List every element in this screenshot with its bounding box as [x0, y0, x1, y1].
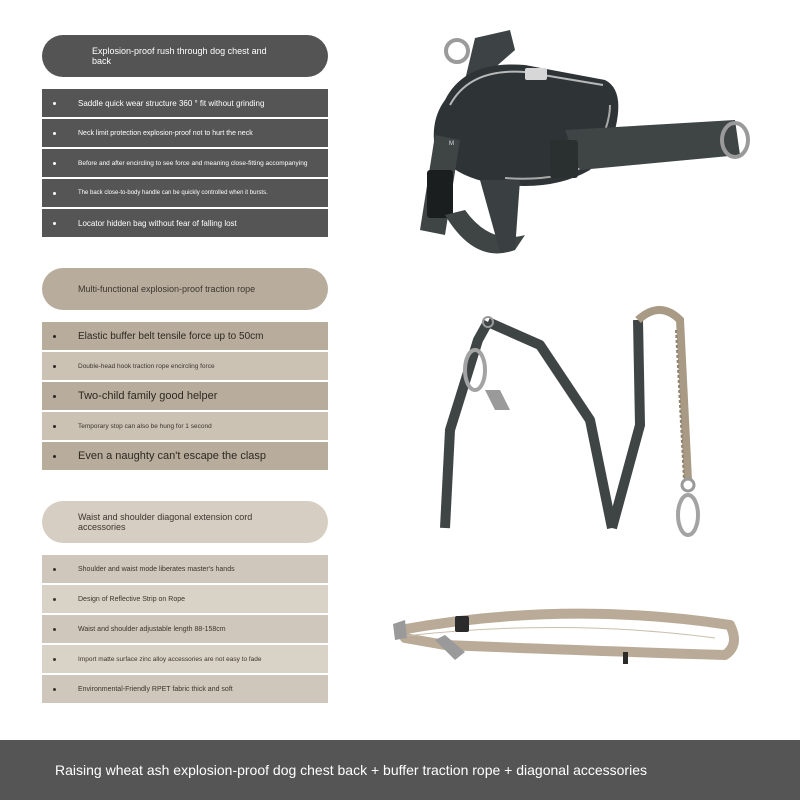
feature-row — [42, 555, 328, 583]
feature-row — [42, 322, 328, 350]
footer-text: Raising wheat ash explosion-proof dog chest back + buffer traction rope + diagonal accessories — [55, 762, 647, 778]
feature-text: Two-child family good helper — [78, 389, 218, 402]
feature-row — [42, 119, 328, 147]
feature-row — [42, 442, 328, 470]
feature-row — [42, 675, 328, 703]
section-harness — [42, 35, 328, 240]
feature-row — [42, 209, 328, 237]
feature-text: Saddle quick wear structure 360 ° fit without grinding — [78, 98, 265, 108]
section-heading-text: Multi-functional explosion-proof traction rope — [78, 284, 256, 294]
bullet-icon — [53, 192, 56, 195]
feature-text: Import matte surface zinc alloy accessories are not easy to fade — [78, 655, 262, 663]
bullet-icon — [53, 162, 56, 165]
feature-text: Before and after encircling to see force and meaning close-fitting accompanying — [78, 159, 308, 167]
feature-row — [42, 352, 328, 380]
feature-text: Elastic buffer belt tensile force up to 50cm — [78, 330, 264, 342]
footer-banner — [0, 740, 800, 800]
section-heading-text: Waist and shoulder diagonal extension cord accessories — [78, 512, 253, 532]
section-heading — [42, 35, 328, 77]
feature-text: Waist and shoulder adjustable length 88-158cm — [78, 625, 226, 633]
bullet-icon — [53, 688, 56, 691]
feature-row — [42, 412, 328, 440]
bullet-icon — [53, 132, 56, 135]
section-extension-cord — [42, 501, 328, 706]
feature-text: Even a naughty can't escape the clasp — [78, 449, 267, 462]
bullet-icon — [53, 425, 56, 428]
section-heading-text: Explosion-proof rush through dog chest and back — [92, 46, 267, 66]
bullet-icon — [53, 335, 56, 338]
bullet-icon — [53, 222, 56, 225]
section-heading — [42, 268, 328, 310]
feature-row — [42, 89, 328, 117]
feature-text: The back close-to-body handle can be quickly controlled when it bursts. — [78, 189, 268, 196]
bullet-icon — [53, 395, 56, 398]
section-heading — [42, 501, 328, 543]
feature-text: Design of Reflective Strip on Rope — [78, 595, 185, 603]
feature-row — [42, 382, 328, 410]
bullet-icon — [53, 658, 56, 661]
feature-text: Neck limit protection explosion-proof not to hurt the neck — [78, 129, 253, 137]
feature-text: Environmental-Friendly RPET fabric thick and soft — [78, 685, 233, 693]
feature-row — [42, 645, 328, 673]
section-traction-rope — [42, 268, 328, 473]
traction-rope-image — [440, 300, 700, 545]
extension-cord-image — [385, 600, 745, 675]
feature-text: Temporary stop can also be hung for 1 second — [78, 422, 212, 430]
feature-row — [42, 585, 328, 613]
bullet-icon — [53, 102, 56, 105]
feature-row — [42, 179, 328, 207]
bullet-icon — [53, 598, 56, 601]
bullet-icon — [53, 568, 56, 571]
size-tag: M — [449, 141, 454, 147]
feature-text: Shoulder and waist mode liberates master's hands — [78, 565, 235, 573]
bullet-icon — [53, 628, 56, 631]
feature-row — [42, 149, 328, 177]
feature-row — [42, 615, 328, 643]
bullet-icon — [53, 455, 56, 458]
dog-harness-image — [405, 20, 775, 265]
feature-text: Locator hidden bag without fear of falling lost — [78, 218, 237, 228]
bullet-icon — [53, 365, 56, 368]
feature-text: Double-head hook traction rope encircling force — [78, 362, 215, 370]
